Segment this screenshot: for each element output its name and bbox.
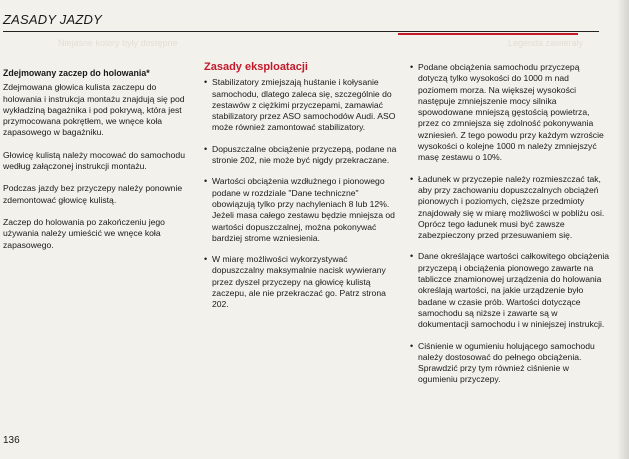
bullet-item: • Dopuszczalne obciążenie przyczepą, podane na stronie 202, nie może być nigdy przekraczane. — [204, 144, 400, 167]
page-edge-shadow — [617, 0, 629, 459]
paragraph: Zaczep do holowania po zakończeniu jego używania należy umieścić we wnęce koła zapasowego. — [3, 216, 165, 250]
page-number: 136 — [3, 435, 20, 446]
middle-column — [204, 62, 400, 321]
header-accent-rule — [398, 33, 578, 35]
operation-rules-heading: Zasady eksploatacji — [204, 61, 308, 73]
bullet-item: • Stabilizatory zmiejszają huśtanie i kołysanie samochodu, dlatego zaleca się, szczególnie do zestawów z ciężkimi przyczepami, zamawiać stabilizatory przez ASO samochodów Audi. ASO może również zamontować stabilizatory. — [204, 77, 400, 133]
bullet-item: • Wartości obciążenia wzdłużnego i pionowego podane w rozdziale "Dane techniczne" obowiązują tylko przy nachyleniach 8 lub 12%. Jeżeli masa całego zestawu będzie mniejsza od wartości dopuszczalnej, można pokonywać bardziej strome wzniesienia. — [204, 176, 400, 244]
paragraph: Podczas jazdy bez przyczepy należy ponownie zdemontować głowicę kulistą. — [3, 183, 183, 205]
bullet-item: • Dane określające wartości całkowitego obciążenia przyczepą i obciążenia pionowego zawarte na tabliczce znamionowej urządzenia do holowania określają wartości, na jakie urządzenie było badane w czasie prób. Wartości dotyczące samochodu są niższe i zawarte są w dokumentacji samochodu i w niniejszej instrukcji. — [410, 251, 610, 330]
right-column — [410, 62, 610, 396]
bullet-item: • Podane obciążenia samochodu przyczepą dotyczą tylko wysokości do 1000 m nad poziomem morza. Na większej wysokości następuje zmniejszenie mocy silnika spowodowane mniejszą gęstością powietrza, przez co zmniejsza się zdolność pokonywania wzniesień. Z tego powodu przy każdym wzroście wysokości o kolejne 1000 m należy zmniejszyć masę zestawu o 10%. — [410, 62, 610, 164]
paragraph: Zdejmowana głowica kulista zaczepu do holowania i instrukcja montażu znajdują się pod wykładziną bagażnika i pod pokrywą, która jest przymocowana pokrętłem, we wnęce koła zapasowego w bagażniku. — [3, 82, 185, 138]
section-title: ZASADY JAZDY — [3, 12, 102, 27]
left-column — [3, 62, 194, 262]
header-rule — [3, 31, 599, 32]
bullet-item: • Ciśnienie w ogumieniu holującego samochodu należy dostosować do pełnego obciążenia. Sprawdzić przy tym również ciśnienie w ogumieniu przyczepy. — [410, 341, 610, 386]
paragraph: Głowicę kulistą należy mocować do samochodu według załączonej instrukcji montażu. — [3, 149, 185, 172]
bullet-item: • W miarę możliwości wykorzystywać dopuszczalny maksymalnie nacisk wywierany przez dyszel przyczepy na głowicę kulistą zaczepu, ale nie przekraczać go. Patrz strona 202. — [204, 254, 400, 310]
bleed-through-text: Legenda zawierały — [508, 38, 584, 48]
bullet-item: • Ładunek w przyczepie należy rozmieszczać tak, aby przy zachowaniu dopuszczalnych obciążeń pionowych i poziomych, cięższe przedmioty znajdowały się w miarę możliwości w pobliżu osi. Oprócz tego ładunek musi być zawsze zabezpieczony przed przesuwaniem się. — [410, 174, 610, 242]
towbar-heading: Zdejmowany zaczep do holowania* — [3, 68, 150, 78]
bleed-through-text: Niejasne kolory były dostępne — [58, 38, 178, 48]
